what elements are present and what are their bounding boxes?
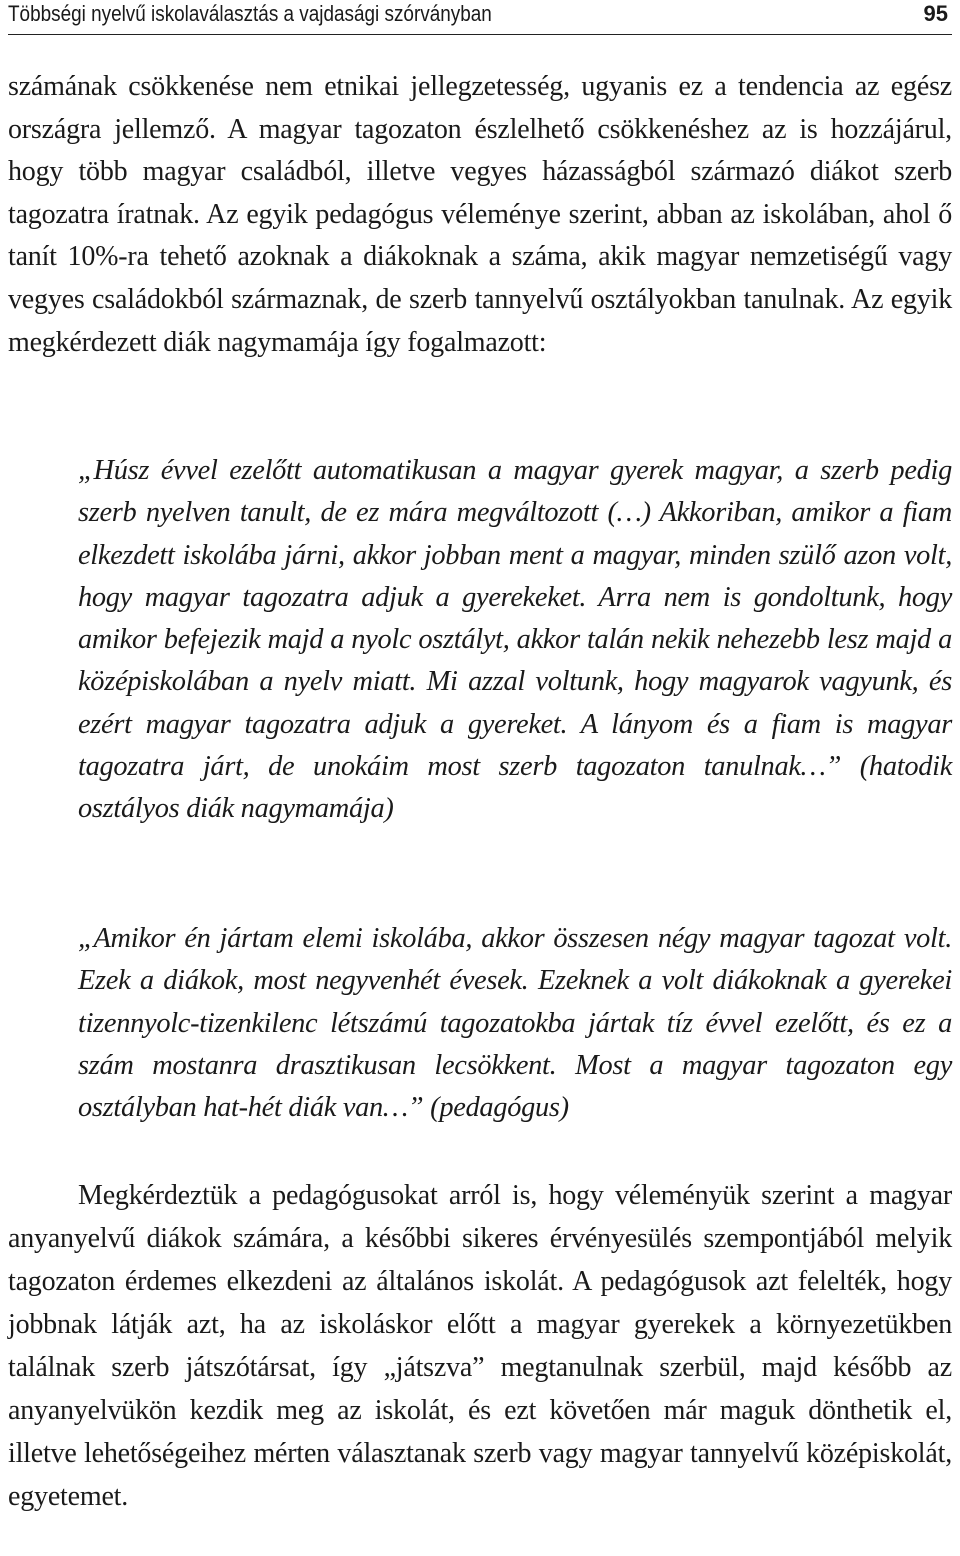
running-title: Többségi nyelvű iskolaválasztás a vajdasági szórványban — [8, 1, 492, 26]
running-header — [8, 0, 952, 35]
block-quote-teacher: „Amikor én jártam elemi iskolába, akkor összesen négy magyar tagozat volt. Ezek a diákok, most negyvenhét évesek. Ezeknek a volt diákoknak a gyerekei tizennyolc-tizenkilenc létszámú tagozatokba jártak tíz évvel ezelőtt, és ez a szám mostanra drasztikusan lecsökkent. Most a magyar tagozaton egy osztályban hat-hét diák van…” (pedagógus) — [78, 923, 952, 1124]
page-number: 95 — [923, 1, 948, 26]
block-quote-grandmother: „Húsz évvel ezelőtt automatikusan a magyar gyerek magyar, a szerb pedig szerb nyelven tanult, de ez mára megváltozott (…) Akkoriban, amikor a fiam elkezdett iskolába járni, akkor jobban ment a magyar, minden szülő azon volt, hogy magyar tagozatra adjuk a gyerekeket. Arra nem is gondoltunk, hogy amikor befejezik majd a nyolc osztályt, akkor talán nekik nehezebb lesz majd a középiskolában a nyelv miatt. Mi azzal voltunk, hogy magyarok vagyunk, és ezért magyar tagozatra adjuk a gyereket. A lányom és a fiam is magyar tagozatra járt, de unokáim most szerb tagozaton tanulnak…” (hatodik osztályos diák nagymamája) — [78, 455, 952, 825]
body-paragraph-2: Megkérdeztük a pedagógusokat arról is, hogy véleményük szerint a magyar anyanyelvű diákok számára, a későbbi sikeres érvényesülés szempontjából melyik tagozaton érdemes elkezdeni az általános iskolát. A pedagógusok azt felelték, hogy jobbnak látják azt, ha az iskoláskor előtt a magyar gyerekek a környezetükben találnak szerb játszótársat, így „játszva” megtanulnak szerbül, majd később az anyanyelvükön kezdik meg az iskolát, és ezt követően már maguk dönthetik el, illetve lehetőségeihez mérten választanak szerb vagy magyar tannyelvű középiskolát, egyetemet. — [8, 1180, 952, 1512]
body-paragraph-1: számának csökkenése nem etnikai jellegzetesség, ugyanis ez a tendencia az egész országra jellemző. A magyar tagozaton észlelhető csökkenéshez az is hozzájárul, hogy több magyar családból, illetve vegyes házasságból származó diákot szerb tagozatra íratnak. Az egyik pedagógus véleménye szerint, abban az iskolában, ahol ő tanít 10%-ra tehető azoknak a diákoknak a száma, akik magyar nemzetiségű vagy vegyes családokból származnak, de szerb tannyelvű osztályokban tanulnak. Az egyik megkérdezett diák nagymamája így fogalmazott: — [8, 71, 952, 358]
